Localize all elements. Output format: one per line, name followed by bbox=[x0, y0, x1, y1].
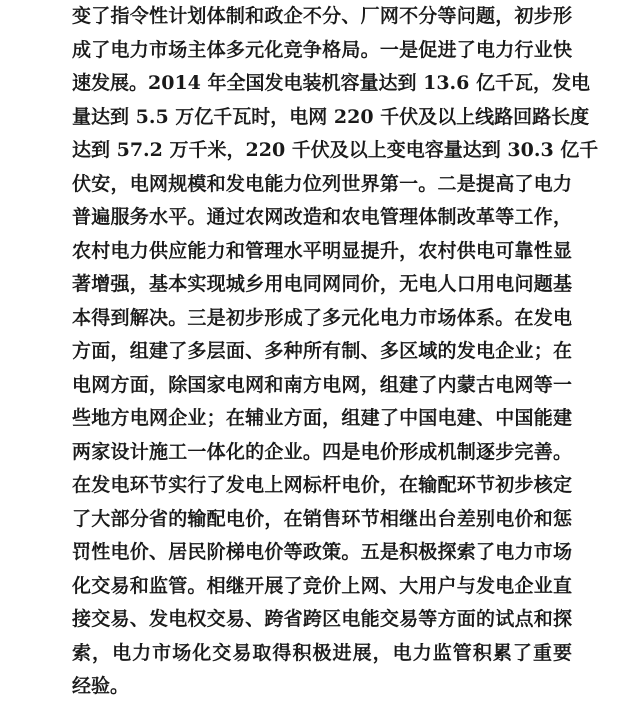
body-paragraph bbox=[72, 0, 599, 704]
text-line-last: 经验。 bbox=[72, 675, 130, 697]
text-line: 伏安，电网规模和发电能力位列世界第一。二是提高了电力 bbox=[72, 172, 572, 195]
text-line: 达到 57.2 万千米，220 千伏及以上变电容量达到 30.3 亿千 bbox=[72, 139, 599, 161]
text-line: 罚性电价、居民阶梯电价等政策。五是积极探索了电力市场 bbox=[72, 541, 572, 563]
text-line: 方面，组建了多层面、多种所有制、多区域的发电企业；在 bbox=[72, 340, 572, 362]
text-line: 两家设计施工一体化的企业。四是电价形成机制逐步完善。 bbox=[72, 440, 572, 463]
text-line: 变了指令性计划体制和政企不分、厂网不分等问题，初步形 bbox=[72, 5, 572, 27]
text-line: 了大部分省的输配电价，在销售环节相继出台差别电价和惩 bbox=[72, 507, 572, 530]
text-line: 著增强，基本实现城乡用电同网同价，无电人口用电问题基 bbox=[72, 273, 572, 295]
text-line: 量达到 5.5 万亿千瓦时，电网 220 千伏及以上线路回路长度 bbox=[72, 105, 590, 128]
text-line: 些地方电网企业；在辅业方面，组建了中国电建、中国能建 bbox=[72, 407, 572, 429]
text-line: 成了电力市场主体多元化竞争格局。一是促进了电力行业快 bbox=[72, 38, 572, 61]
text-line: 本得到解决。三是初步形成了多元化电力市场体系。在发电 bbox=[72, 306, 572, 329]
text-line: 电网方面，除国家电网和南方电网，组建了内蒙古电网等一 bbox=[72, 373, 572, 396]
text-line: 索，电力市场化交易取得积极进展，电力监管积累了重要 bbox=[72, 641, 572, 664]
text-line: 化交易和监管。相继开展了竞价上网、大用户与发电企业直 bbox=[72, 574, 572, 597]
text-line: 普遍服务水平。通过农网改造和农电管理体制改革等工作， bbox=[72, 206, 572, 228]
text-line: 农村电力供应能力和管理水平明显提升，农村供电可靠性显 bbox=[72, 239, 572, 262]
text-line: 在发电环节实行了发电上网标杆电价，在输配环节初步核定 bbox=[72, 474, 572, 496]
text-line: 接交易、发电权交易、跨省跨区电能交易等方面的试点和探 bbox=[72, 608, 572, 630]
text-line: 速发展。2014 年全国发电装机容量达到 13.6 亿千瓦，发电 bbox=[72, 72, 591, 94]
